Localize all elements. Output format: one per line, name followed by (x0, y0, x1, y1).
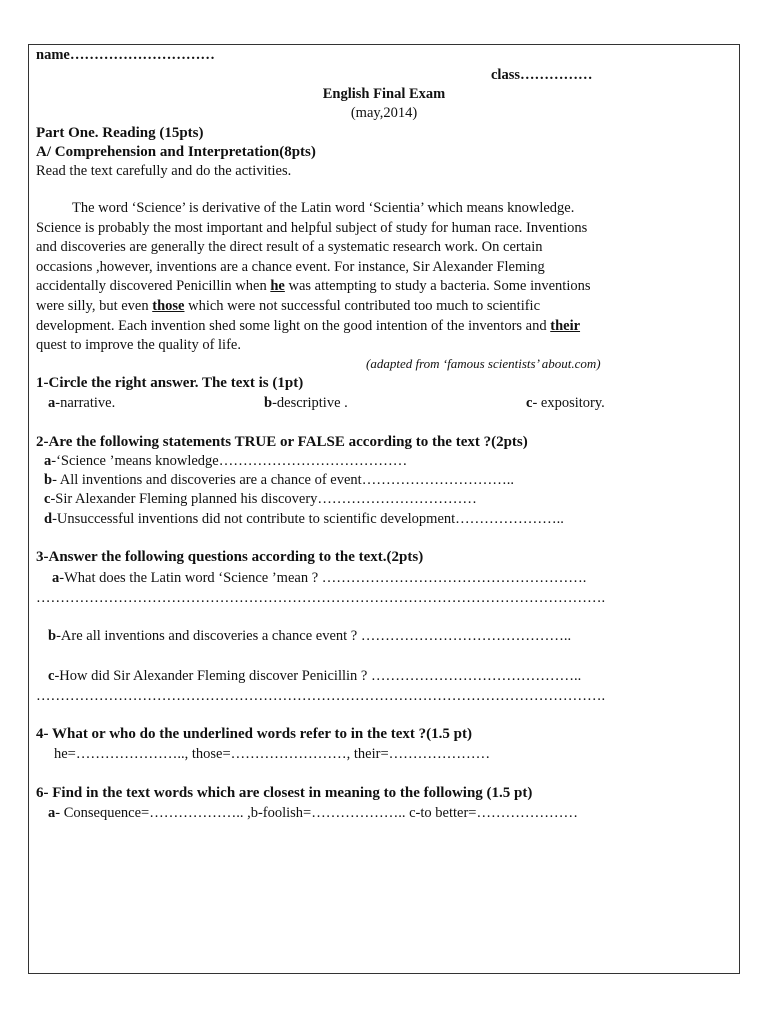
answer-text: - Consequence=……………….. ,b-foolish=……………….. c-to better=………………… (55, 805, 578, 821)
passage-line (36, 277, 716, 297)
passage-text: which were not successful contributed too much to scientific (184, 297, 541, 314)
instruction-text: Read the text carefully and do the activities. (36, 163, 292, 179)
q3-question-c (48, 667, 581, 686)
passage-line: Science is probably the most important and helpful subject of study for human race. Inventions (36, 219, 588, 236)
q1-option-c (526, 394, 605, 413)
q3-heading: 3-Answer the following questions according to the text.(2pts) (36, 549, 424, 565)
option-letter: b (264, 395, 273, 411)
passage-text: development. Each invention shed some light on the good intention of the inventors and (36, 317, 551, 334)
statement-text: -Unsuccessful inventions did not contribute to scientific development………………….. (52, 511, 564, 527)
q2-statement-d (44, 510, 564, 529)
passage-line (36, 297, 716, 317)
question-text: -How did Sir Alexander Fleming discover Penicillin ? …………………………………….. (54, 668, 582, 684)
question-text: -Are all inventions and discoveries a chance event ? …………………………………….. (56, 628, 572, 644)
statement-text: - All inventions and discoveries are a chance of event………………………….. (52, 472, 514, 488)
q1-option-b (264, 394, 348, 413)
name-field: name………………………… (36, 47, 215, 63)
statement-letter: b (44, 472, 53, 488)
exam-page-border (28, 44, 740, 974)
question-text: -What does the Latin word ‘Science ’mean ? ………………………………………………. (59, 570, 587, 586)
passage-line (36, 317, 716, 337)
q2-heading: 2-Are the following statements TRUE or FALSE according to the text ?(2pts) (36, 434, 528, 450)
statement-text: -‘Science ’means knowledge………………………………… (51, 453, 408, 469)
answer-letter: a (48, 805, 56, 821)
option-letter: a (48, 395, 56, 411)
statement-text: -Sir Alexander Fleming planned his discovery…………………………… (50, 491, 477, 507)
question-letter: b (48, 628, 57, 644)
passage-line: quest to improve the quality of life. (36, 337, 241, 354)
q2-statement-b (44, 471, 514, 490)
statement-letter: d (44, 511, 53, 527)
q2-statement-c (44, 490, 477, 509)
passage-source: (adapted from ‘famous scientists’ about.com) (366, 356, 601, 371)
q6-answers (48, 804, 578, 823)
passage-text: were silly, but even (36, 297, 153, 314)
option-letter: c (526, 395, 533, 411)
option-text: - expository. (532, 395, 605, 411)
q4-heading: 4- What or who do the underlined words refer to in the text ?(1.5 pt) (36, 726, 472, 742)
question-letter: a (52, 570, 60, 586)
q6-heading: 6- Find in the text words which are closest in meaning to the following (1.5 pt) (36, 785, 533, 801)
reading-passage (36, 199, 716, 356)
q3-question-b (48, 627, 571, 646)
underlined-word-those: those (152, 297, 185, 314)
exam-date: (may,2014) (350, 105, 418, 121)
underlined-word-he: he (270, 278, 285, 295)
passage-line: occasions ,however, inventions are a chance event. For instance, Sir Alexander Fleming (36, 258, 545, 275)
part-one-heading: Part One. Reading (15pts) (36, 125, 204, 141)
q4-answers: he=………………….., those=……………………, their=………………… (54, 746, 491, 762)
class-field: class…………… (491, 67, 593, 83)
option-text: -narrative. (55, 395, 116, 411)
section-a-heading: A/ Comprehension and Interpretation(8pts) (36, 144, 316, 160)
q1-option-a (48, 394, 115, 413)
underlined-word-their: their (550, 317, 581, 334)
q3-answer-line-a: ………………………………………………………………………………………………………. (36, 590, 606, 606)
q2-statement-a (44, 452, 407, 471)
passage-line: and discoveries are generally the direct result of a systematic research work. On certain (36, 239, 543, 256)
option-text: -descriptive . (272, 395, 348, 411)
passage-text: accidentally discovered Penicillin when (36, 278, 271, 295)
q3-question-a (52, 569, 586, 588)
statement-letter: a (44, 453, 52, 469)
statement-letter: c (44, 491, 51, 507)
q3-answer-line-c: ………………………………………………………………………………………………………. (36, 688, 606, 704)
passage-line: The word ‘Science’ is derivative of the Latin word ‘Scientia’ which means knowledge. (72, 200, 575, 216)
exam-title: English Final Exam (322, 86, 446, 102)
q1-heading: 1-Circle the right answer. The text is (1pt) (36, 375, 304, 391)
passage-text: was attempting to study a bacteria. Some inventions (284, 278, 591, 295)
question-letter: c (48, 668, 55, 684)
